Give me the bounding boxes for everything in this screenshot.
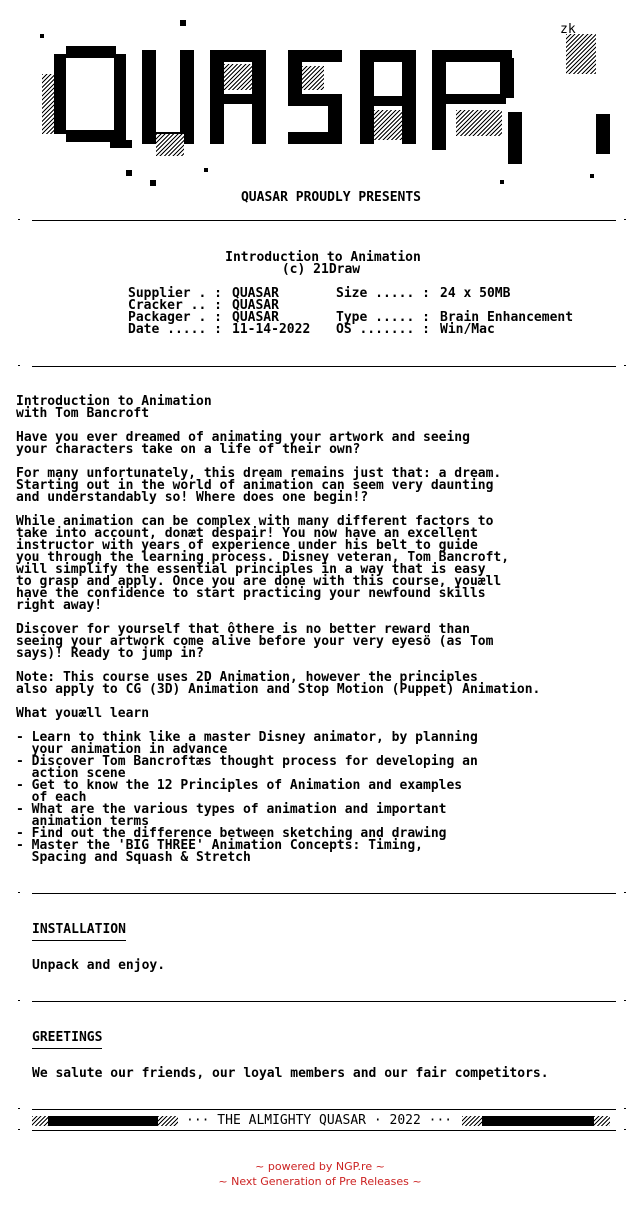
logo-signature: zk: [560, 22, 576, 37]
installation-label: INSTALLATION: [32, 924, 126, 941]
installation-text: Unpack and enjoy.: [32, 958, 166, 973]
cracker-value: QUASAR: [232, 298, 279, 313]
presents-line: QUASAR PROUDLY PRESENTS: [240, 190, 421, 205]
description-heading-1: Introduction to Animation: [16, 394, 212, 409]
date-value: 11-14-2022: [232, 322, 311, 337]
release-info: [128, 288, 588, 338]
greetings-text: We salute our friends, our loyal members and our fair competitors.: [32, 1066, 549, 1081]
size-label: Size ..... :: [336, 286, 430, 301]
learn-item: - Discover Tom Bancroftæs thought process for developing an action scene: [16, 754, 478, 781]
description-paragraph-4: Discover for yourself that ôthere is no better reward than seeing your artwork come alive before your very eyesö (as Tom says)! Ready to jump in?: [16, 622, 494, 661]
tagline-text: ~ Next Generation of Pre Releases ~: [218, 1175, 422, 1188]
date-label: Date ..... :: [128, 322, 222, 337]
os-value: Win/Mac: [440, 322, 495, 337]
os-label: OS ....... :: [336, 322, 430, 337]
quasar-logo: [30, 14, 620, 189]
description-paragraph-3: While animation can be complex with many different factors to take into account, donæt despair! You now have an excellent instructor with years of experience under his belt to guide you through the learning process. Disney veteran, Tom Bancroft, will simplify the essential principles in a way that is easy to grasp and apply. Once you are done with this course, youæll have the confidence to start practicing your newfound skills right away!: [16, 514, 510, 613]
footer-bar: [0, 1104, 640, 1134]
learn-item: - Get to know the 12 Principles of Animation and examples of each: [16, 778, 463, 805]
supplier-label: Supplier . :: [128, 286, 222, 301]
learn-item: - Learn to think like a master Disney animator, by planning your animation in advance: [16, 730, 478, 757]
packager-label: Packager . :: [128, 310, 222, 325]
packager-value: QUASAR: [232, 310, 279, 325]
type-label: Type ..... :: [336, 310, 430, 325]
powered-by-link[interactable]: ~ powered by NGP.re ~: [255, 1160, 385, 1173]
description-paragraph-2: For many unfortunately, this dream remains just that: a dream. Starting out in the world of animation can seem very daunting and understandably so! Where does one begin!?: [16, 466, 502, 505]
cracker-label: Cracker .. :: [128, 298, 222, 313]
description-heading-2: with Tom Bancroft: [16, 406, 150, 421]
supplier-value: QUASAR: [232, 286, 279, 301]
greetings-label: GREETINGS: [32, 1032, 102, 1049]
release-copyright: (c) 21Draw: [281, 262, 361, 277]
learn-heading: What youæll learn: [16, 706, 150, 721]
type-value: Brain Enhancement: [440, 310, 574, 325]
release-title: Introduction to Animation: [225, 250, 421, 265]
learn-item: - What are the various types of animation and important animation terms: [16, 802, 447, 829]
size-value: 24 x 50MB: [440, 286, 511, 301]
footer-motto: ··· THE ALMIGHTY QUASAR · 2022 ···: [186, 1113, 453, 1128]
description-paragraph-1: Have you ever dreamed of animating your artwork and seeing your characters take on a life of their own?: [16, 430, 470, 457]
description-paragraph-5: Note: This course uses 2D Animation, however the principles also apply to CG (3D) Animation and Stop Motion (Puppet) Animation.: [16, 670, 541, 697]
learn-item: - Master the 'BIG THREE' Animation Concepts: Timing, Spacing and Squash & Stretch: [16, 838, 423, 865]
learn-item: - Find out the difference between sketching and drawing: [16, 826, 447, 841]
